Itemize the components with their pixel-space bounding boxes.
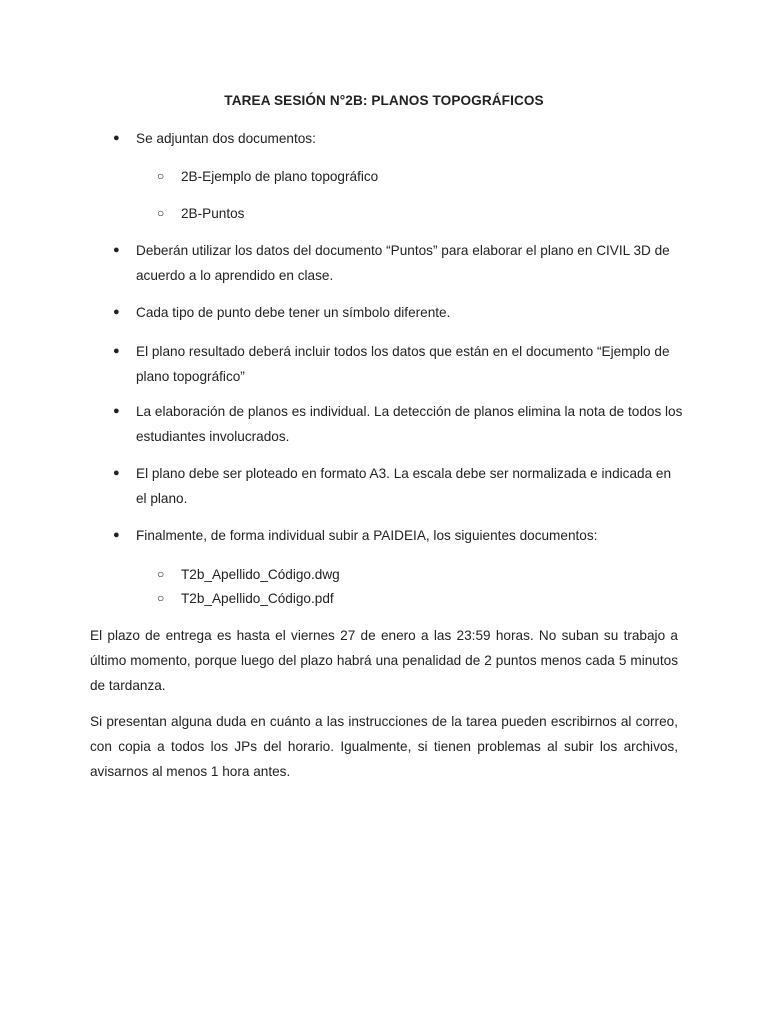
bullet-marker: ● xyxy=(113,405,120,417)
deliverable-filename: T2b_Apellido_Código.dwg xyxy=(181,567,340,582)
sub-bullet-marker: ○ xyxy=(157,169,165,183)
document-title: TAREA SESIÓN N°2B: PLANOS TOPOGRÁFICOS xyxy=(224,93,544,108)
bullet-text: El plano debe ser ploteado en formato A3. La escala debe ser normalizada e indicada en el plano. xyxy=(136,466,672,506)
attachment-name: 2B-Ejemplo de plano topográfico xyxy=(181,169,379,184)
bullet-text: Cada tipo de punto debe tener un símbolo diferente. xyxy=(136,305,451,320)
bullet-marker: ● xyxy=(113,467,120,479)
sub-bullet-marker: ○ xyxy=(157,591,165,605)
bullet-marker: ● xyxy=(113,345,120,357)
sub-bullet-marker: ○ xyxy=(157,206,165,220)
bullet-text: El plano resultado deberá incluir todos los datos que están en el documento “Ejemplo de plano topográfico” xyxy=(136,344,670,384)
bullet-marker: ● xyxy=(113,529,120,541)
bullet-marker: ● xyxy=(113,244,120,256)
sub-bullet-marker: ○ xyxy=(157,567,165,581)
deadline-paragraph: El plazo de entrega es hasta el viernes 27 de enero a las 23:59 horas. No suban su trabajo a último momento, porque luego del plazo habrá una penalidad de 2 puntos menos cada 5 minutos de tardanza. xyxy=(90,628,678,693)
deliverable-filename: T2b_Apellido_Código.pdf xyxy=(181,591,334,606)
bullet-text: Se adjuntan dos documentos: xyxy=(136,131,316,146)
contact-paragraph: Si presentan alguna duda en cuánto a las instrucciones de la tarea pueden escribirnos al correo, con copia a todos los JPs del horario. Igualmente, si tienen problemas al subir los archivos, avisarnos al menos 1 hora antes. xyxy=(90,714,678,779)
bullet-text: La elaboración de planos es individual. La detección de planos elimina la nota de todos los estudiantes involucrados. xyxy=(136,404,683,444)
bullet-marker: ● xyxy=(113,132,120,144)
bullet-text: Deberán utilizar los datos del documento “Puntos” para elaborar el plano en CIVIL 3D de acuerdo a lo aprendido en clase. xyxy=(136,243,670,283)
bullet-text: Finalmente, de forma individual subir a PAIDEIA, los siguientes documentos: xyxy=(136,528,598,543)
bullet-marker: ● xyxy=(113,306,120,318)
attachment-name: 2B-Puntos xyxy=(181,206,245,221)
